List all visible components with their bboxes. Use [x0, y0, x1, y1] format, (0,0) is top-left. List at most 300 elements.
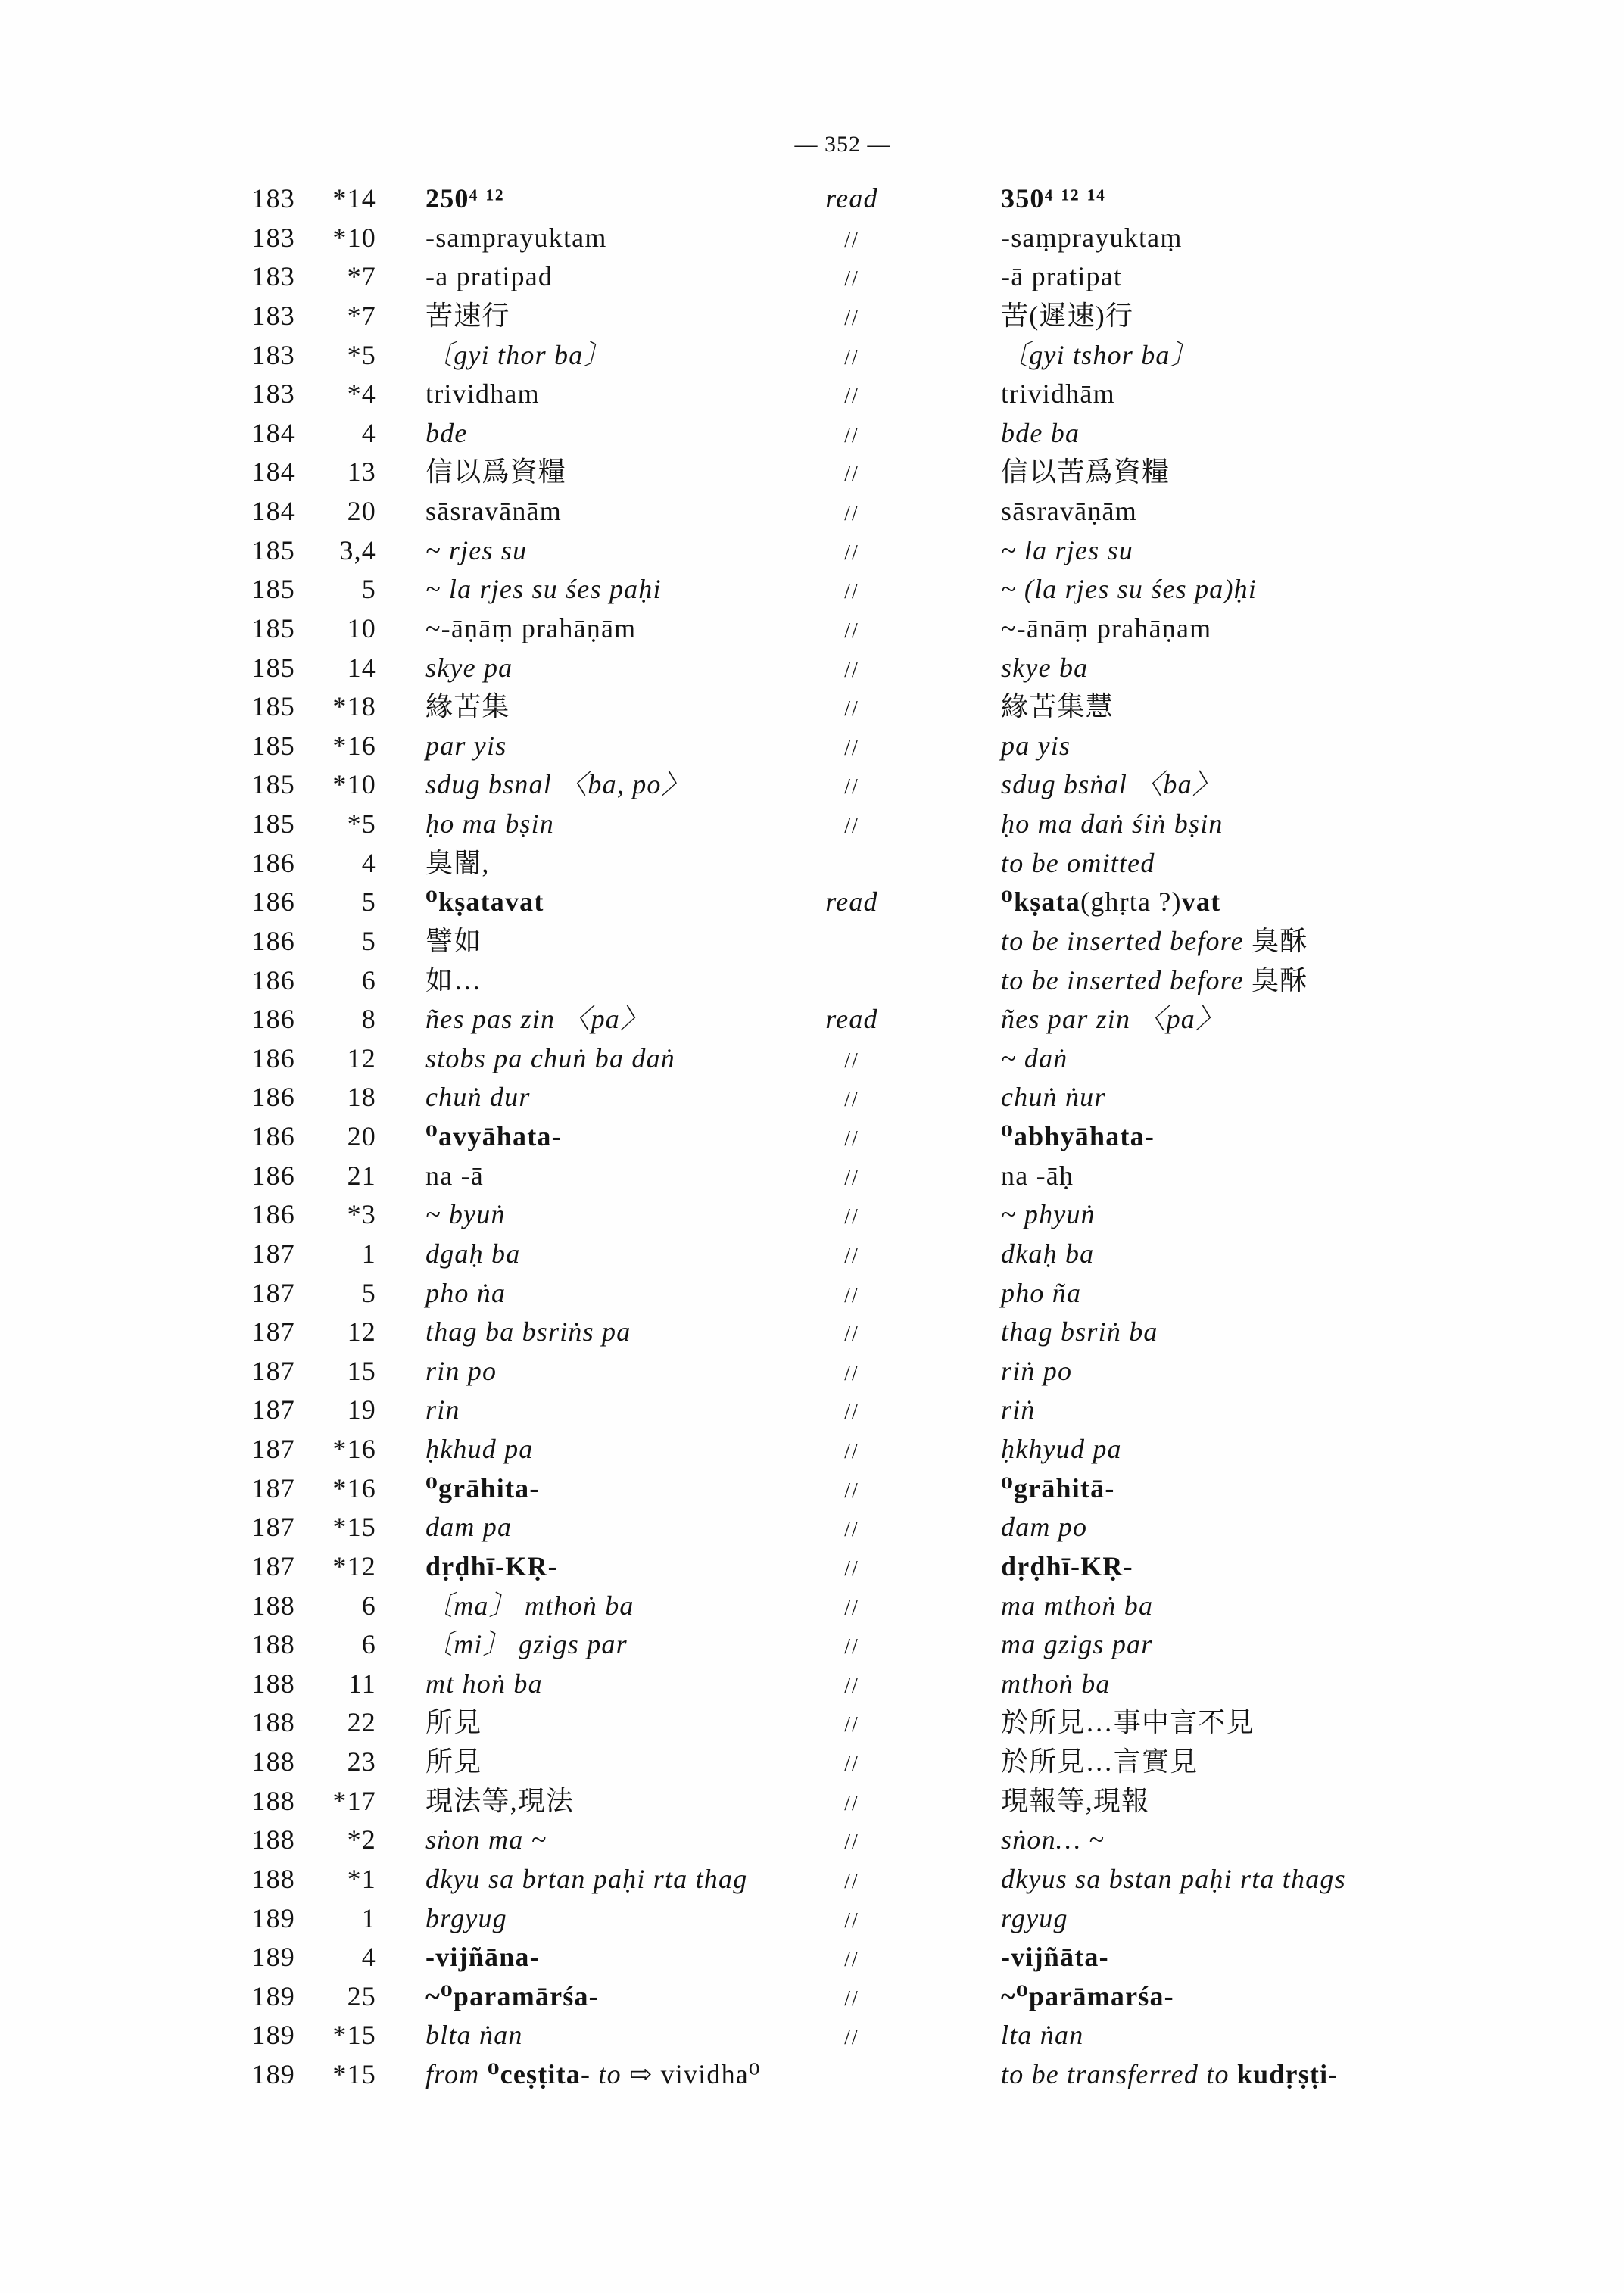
line-number-cell: 12 [347, 1042, 376, 1073]
line-number-cell: 15 [347, 1355, 376, 1386]
errata-row [0, 531, 1624, 571]
incorrect-text-cell [425, 1469, 540, 1509]
text-segment: // [844, 502, 859, 525]
text-segment: brgyug [425, 1902, 507, 1933]
text-segment: // [844, 1127, 859, 1151]
corrected-text-cell [1001, 1508, 1087, 1547]
errata-row [0, 1821, 1624, 1860]
correction-mark-cell [791, 1782, 912, 1824]
text-segment: ma gzigs par [1001, 1629, 1153, 1660]
text-segment: 〔gyi thor ba〕 [425, 339, 612, 370]
line-number-cell: *16 [332, 1434, 376, 1464]
page-number-cell: 185 [251, 652, 295, 683]
incorrect-text-cell [425, 1703, 482, 1743]
correction-mark-cell [791, 1391, 912, 1432]
incorrect-text-cell [425, 1977, 599, 2017]
errata-row [0, 2055, 1624, 2095]
page-number-cell: 189 [251, 1980, 295, 2011]
incorrect-text-cell [425, 609, 636, 649]
text-segment: ḥkhyud pa [1001, 1434, 1122, 1464]
line-number-cell: *17 [332, 1785, 376, 1816]
line-number-cell: 13 [347, 456, 376, 488]
correction-mark-cell [791, 297, 912, 338]
text-segment: from [425, 2059, 488, 2089]
text-segment: // [844, 1088, 859, 1112]
errata-row [0, 336, 1624, 375]
text-segment: skye ba [1001, 652, 1089, 683]
page-number-cell: 187 [251, 1394, 295, 1425]
correction-mark-cell [791, 492, 912, 534]
text-segment: dam pa [425, 1512, 513, 1543]
corrected-text-cell [1001, 219, 1183, 258]
text-segment: // [844, 1791, 859, 1815]
page-number-cell: 186 [251, 1121, 295, 1151]
page-number-cell: 188 [251, 1590, 295, 1621]
corrected-text-cell [1001, 492, 1137, 531]
corrected-text-cell [1001, 1195, 1096, 1235]
correction-mark-cell [791, 727, 912, 768]
line-number-cell: 22 [347, 1707, 376, 1738]
text-segment: ⁰kṣata [1001, 886, 1080, 918]
text-segment: 如… [425, 964, 482, 995]
correction-mark-cell [791, 765, 912, 807]
text-segment: ⁰kṣatavat [425, 886, 544, 918]
incorrect-text-cell [425, 1430, 534, 1469]
line-number-cell: 4 [361, 847, 376, 878]
incorrect-text-cell [425, 1938, 540, 1977]
incorrect-text-cell [425, 1117, 562, 1157]
corrected-text-cell [1001, 1899, 1068, 1939]
text-segment: // [844, 385, 859, 409]
page-number-cell: 183 [251, 222, 295, 253]
text-segment: // [844, 1518, 859, 1542]
correction-mark-cell [791, 1274, 912, 1316]
page-number-cell: 183 [251, 300, 295, 331]
incorrect-text-cell [425, 375, 540, 414]
text-segment: ñes pas zin 〈pa〉 [425, 1004, 649, 1035]
text-segment: 〔ma〕 mthoṅ ba [425, 1590, 634, 1621]
page-number-cell: 188 [251, 1785, 295, 1816]
errata-table [0, 179, 1624, 2095]
incorrect-text-cell [425, 1235, 520, 1274]
errata-row [0, 1391, 1624, 1430]
incorrect-text-cell [425, 1508, 512, 1547]
correction-mark-cell [791, 219, 912, 260]
incorrect-text-cell [425, 687, 510, 727]
errata-row [0, 1117, 1624, 1157]
corrected-text-cell [1001, 1665, 1111, 1704]
text-segment: read [825, 1004, 878, 1035]
correction-mark-cell [791, 1078, 912, 1120]
incorrect-text-cell [425, 531, 527, 571]
text-segment: ⁰avyāhata- [425, 1121, 562, 1151]
errata-row [0, 1508, 1624, 1547]
text-segment: bde ba [1001, 417, 1080, 448]
errata-row [0, 609, 1624, 649]
text-segment: 〔gyi tshor ba〕 [1001, 339, 1199, 370]
text-segment: ma mthoṅ ba [1001, 1590, 1154, 1621]
corrected-text-cell [1001, 1938, 1109, 1977]
line-number-cell: 20 [347, 1121, 376, 1151]
page-number-cell: 188 [251, 1629, 295, 1660]
line-number-cell: *15 [332, 1512, 376, 1543]
errata-row [0, 1078, 1624, 1117]
text-segment: ⁰grāhitā- [1001, 1472, 1115, 1503]
text-segment: // [844, 1440, 859, 1463]
page-number-cell: 186 [251, 1004, 295, 1035]
text-segment: -vijñāna- [425, 1942, 540, 1973]
text-segment: // [844, 1478, 859, 1503]
text-segment: // [844, 1830, 859, 1855]
line-number-cell: 4 [361, 417, 376, 448]
text-segment: ⇨ vividha⁰ [629, 2059, 761, 2089]
text-segment: na -āḥ [1001, 1160, 1074, 1191]
correction-mark-cell [791, 453, 912, 494]
page-number-cell: 184 [251, 496, 295, 526]
page-number-cell: 187 [251, 1355, 295, 1386]
line-number-cell: 18 [347, 1082, 376, 1113]
page-number-cell: 185 [251, 808, 295, 839]
errata-row [0, 570, 1624, 609]
correction-mark-cell [791, 179, 912, 219]
page-number-cell: 185 [251, 691, 295, 722]
line-number-cell: *4 [347, 379, 376, 410]
text-segment: 譬如 [425, 925, 482, 956]
correction-mark-cell [791, 1039, 912, 1081]
incorrect-text-cell [425, 1665, 543, 1704]
line-number-cell: *7 [347, 300, 376, 331]
page-number-cell: 186 [251, 1160, 295, 1191]
text-segment: to be transferred to [1001, 2059, 1237, 2089]
corrected-text-cell [1001, 961, 1308, 1001]
correction-mark-cell [791, 1117, 912, 1159]
incorrect-text-cell [425, 2016, 523, 2055]
text-segment: // [844, 423, 859, 447]
line-number-cell: *7 [347, 261, 376, 292]
page-number-cell: 187 [251, 1434, 295, 1464]
corrected-text-cell [1001, 1782, 1149, 1821]
page-number-cell: 186 [251, 1042, 295, 1073]
text-segment: -saṃprayuktaṃ [1001, 222, 1183, 253]
text-segment: // [844, 267, 859, 291]
text-segment: // [844, 736, 859, 760]
text-segment: trividham [425, 379, 540, 410]
text-segment: // [844, 697, 859, 721]
incorrect-text-cell [425, 492, 562, 531]
text-segment: // [844, 1323, 859, 1347]
errata-row [0, 687, 1624, 727]
text-segment: to be inserted before [1001, 925, 1252, 956]
errata-row [0, 1274, 1624, 1313]
page-number-cell: 186 [251, 1082, 295, 1113]
corrected-text-cell [1001, 1743, 1198, 1782]
corrected-text-cell [1001, 1352, 1072, 1391]
corrected-text-cell [1001, 1117, 1155, 1157]
text-segment: 現法等,現法 [425, 1785, 575, 1816]
correction-mark-cell [791, 1313, 912, 1354]
text-segment: // [844, 1908, 859, 1933]
text-segment: ~-āṇāṃ prahāṇām [425, 612, 637, 643]
errata-row [0, 414, 1624, 453]
page-number-cell: 187 [251, 1277, 295, 1308]
text-segment: 所見 [425, 1746, 482, 1777]
text-segment: mt hoṅ ba [425, 1668, 543, 1699]
text-segment: sāsravānām [425, 496, 562, 526]
errata-row [0, 922, 1624, 961]
incorrect-text-cell [425, 257, 553, 297]
correction-mark-cell [791, 1352, 912, 1394]
page-number-cell: 189 [251, 2059, 295, 2089]
errata-row [0, 1157, 1624, 1196]
correction-mark-cell [791, 1587, 912, 1628]
text-segment: // [844, 1635, 859, 1659]
corrected-text-cell [1001, 1274, 1081, 1313]
text-segment: ⁰ceṣṭita- [487, 2059, 591, 2089]
corrected-text-cell [1001, 1860, 1346, 1899]
line-number-cell: 5 [361, 574, 376, 605]
text-segment: ⁰grāhita- [425, 1472, 540, 1503]
text-segment: // [844, 1244, 859, 1268]
text-segment: // [844, 1048, 859, 1073]
page-number-cell: 186 [251, 886, 295, 918]
incorrect-text-cell [425, 883, 544, 922]
incorrect-text-cell [425, 844, 490, 883]
text-segment: 苦速行 [425, 300, 510, 331]
corrected-text-cell [1001, 414, 1080, 453]
page-number-cell: 188 [251, 1863, 295, 1894]
correction-mark-cell [791, 1547, 912, 1589]
correction-mark-cell [791, 609, 912, 651]
line-number-cell: *5 [347, 339, 376, 370]
correction-mark-cell [791, 2016, 912, 2058]
page-number-cell: 187 [251, 1550, 295, 1581]
errata-row [0, 1195, 1624, 1235]
text-segment: // [844, 658, 859, 682]
incorrect-text-cell [425, 1782, 574, 1821]
corrected-text-cell [1001, 1703, 1255, 1743]
line-number-cell: *16 [332, 1472, 376, 1503]
incorrect-text-cell [425, 961, 482, 1001]
corrected-text-cell [1001, 609, 1211, 649]
page-number-cell: 189 [251, 1942, 295, 1973]
incorrect-text-cell [425, 570, 662, 609]
correction-mark-cell [791, 1235, 912, 1276]
errata-row [0, 1235, 1624, 1274]
line-number-cell: 6 [361, 964, 376, 995]
errata-row [0, 1039, 1624, 1079]
text-segment: 苦(遲速)行 [1001, 300, 1134, 331]
text-segment: // [844, 228, 859, 252]
line-number-cell: 5 [361, 1277, 376, 1308]
text-segment: ~ rjes su [425, 534, 528, 565]
line-number-cell: 25 [347, 1980, 376, 2011]
text-segment: chuṅ ṅur [1001, 1082, 1106, 1113]
line-number-cell: *15 [332, 2059, 376, 2089]
text-segment: 於所見…言實見 [1001, 1746, 1199, 1777]
incorrect-text-cell [425, 649, 513, 688]
line-number-cell: 14 [347, 652, 376, 683]
text-segment: na -ā [425, 1160, 484, 1191]
line-number-cell: 10 [347, 612, 376, 643]
text-segment: to be omitted [1001, 847, 1155, 878]
text-segment: 臭酥 [1252, 964, 1308, 995]
incorrect-text-cell [425, 727, 507, 766]
text-segment: // [844, 541, 859, 565]
line-number-cell: 5 [361, 886, 376, 918]
errata-row [0, 765, 1624, 805]
page-number-cell: 186 [251, 964, 295, 995]
incorrect-text-cell [425, 765, 690, 805]
incorrect-text-cell [425, 453, 566, 492]
text-segment: // [844, 1283, 859, 1307]
page-number-cell: 188 [251, 1668, 295, 1699]
corrected-text-cell [1001, 1157, 1074, 1196]
text-segment: // [844, 618, 859, 643]
errata-row [0, 219, 1624, 258]
text-segment: pa yis [1001, 730, 1071, 761]
errata-row [0, 1352, 1624, 1391]
text-segment: // [844, 775, 859, 799]
text-segment: read [825, 183, 878, 213]
errata-row [0, 1587, 1624, 1626]
corrected-text-cell [1001, 1313, 1158, 1352]
incorrect-text-cell [425, 1625, 628, 1665]
text-segment: 現報等,現報 [1001, 1785, 1150, 1816]
errata-row [0, 1782, 1624, 1821]
errata-row [0, 1469, 1624, 1509]
text-segment: // [844, 463, 859, 487]
corrected-text-cell [1001, 1469, 1115, 1509]
text-segment: // [844, 1400, 859, 1425]
errata-row [0, 727, 1624, 766]
correction-mark-cell [791, 414, 912, 456]
text-segment: pho ṅa [425, 1277, 507, 1308]
line-number-cell: 23 [347, 1746, 376, 1777]
line-number-cell: 3,4 [339, 534, 376, 565]
errata-row [0, 1703, 1624, 1743]
incorrect-text-cell [425, 805, 554, 844]
page-number-cell: 187 [251, 1512, 295, 1543]
text-segment: // [844, 1713, 859, 1737]
text-segment: // [844, 1986, 859, 2011]
corrected-text-cell [1001, 1430, 1122, 1469]
text-segment: skye pa [425, 652, 513, 683]
errata-row [0, 883, 1624, 922]
text-segment: dkyu sa brtan paḥi rta thag [425, 1863, 748, 1894]
incorrect-text-cell [425, 297, 510, 336]
errata-row [0, 297, 1624, 336]
page-number-cell: 185 [251, 730, 295, 761]
corrected-text-cell [1001, 531, 1133, 571]
text-segment: 緣苦集 [425, 691, 510, 722]
text-segment: mthoṅ ba [1001, 1668, 1111, 1699]
text-segment: 〔mi〕 gzigs par [425, 1629, 628, 1660]
errata-row [0, 844, 1624, 883]
line-number-cell: 6 [361, 1590, 376, 1621]
text-segment: dam po [1001, 1512, 1088, 1543]
text-segment: // [844, 1948, 859, 1972]
correction-mark-cell [791, 1665, 912, 1706]
corrected-text-cell [1001, 1587, 1153, 1626]
line-number-cell: 19 [347, 1394, 376, 1425]
errata-row [0, 492, 1624, 531]
correction-mark-cell [791, 1743, 912, 1784]
text-segment: 信以爲資糧 [425, 456, 567, 488]
corrected-text-cell [1001, 570, 1257, 609]
text-segment: (ghṛta ?) [1080, 886, 1182, 918]
page-number-cell: 187 [251, 1316, 295, 1347]
corrected-text-cell [1001, 805, 1223, 844]
text-segment: read [825, 886, 878, 918]
page-number-cell: 186 [251, 925, 295, 956]
corrected-text-cell [1001, 727, 1071, 766]
text-segment: ~ phyuṅ [1001, 1199, 1096, 1230]
correction-mark-cell [791, 1469, 912, 1511]
correction-mark-cell [791, 1703, 912, 1745]
errata-row [0, 649, 1624, 688]
text-segment: // [844, 306, 859, 330]
correction-mark-cell [791, 570, 912, 612]
text-segment: to [591, 2059, 630, 2089]
correction-mark-cell [791, 1821, 912, 1862]
text-segment: 250⁴ ¹² [425, 183, 504, 213]
text-segment: dkaḥ ba [1001, 1238, 1095, 1269]
text-segment: // [844, 1674, 859, 1698]
page-number-cell: 183 [251, 183, 295, 213]
correction-mark-cell [791, 1938, 912, 1980]
correction-mark-cell [791, 531, 912, 573]
correction-mark-cell [791, 1000, 912, 1039]
line-number-cell: 21 [347, 1160, 376, 1191]
correction-mark-cell [791, 1860, 912, 1902]
incorrect-text-cell [425, 1587, 634, 1626]
correction-mark-cell [791, 257, 912, 299]
text-segment: // [844, 2026, 859, 2050]
corrected-text-cell [1001, 1039, 1068, 1079]
corrected-text-cell [1001, 179, 1105, 219]
errata-row [0, 2016, 1624, 2055]
incorrect-text-cell [425, 1547, 558, 1587]
errata-row [0, 1000, 1624, 1039]
line-number-cell: *5 [347, 808, 376, 839]
text-segment: ⁰abhyāhata- [1001, 1121, 1155, 1151]
correction-mark-cell [791, 649, 912, 690]
corrected-text-cell [1001, 2016, 1083, 2055]
text-segment: 信以苦爲資糧 [1001, 456, 1170, 488]
text-segment: ~ la rjes su [1001, 534, 1133, 565]
line-number-cell: 1 [361, 1902, 376, 1933]
text-segment: stobs pa chuṅ ba daṅ [425, 1042, 675, 1073]
corrected-text-cell [1001, 2055, 1339, 2095]
corrected-text-cell [1001, 649, 1088, 688]
text-segment: rin [425, 1394, 460, 1425]
text-segment: ~ (la rjes su śes pa)ḥi [1001, 574, 1258, 605]
text-segment: 於所見…事中言不見 [1001, 1707, 1255, 1738]
incorrect-text-cell [425, 1391, 460, 1430]
text-segment: 所見 [425, 1707, 482, 1738]
text-segment: rgyug [1001, 1902, 1068, 1933]
text-segment: dṛḍhī-KṚ- [425, 1550, 558, 1581]
correction-mark-cell [791, 1157, 912, 1198]
incorrect-text-cell [425, 1157, 484, 1196]
corrected-text-cell [1001, 1391, 1036, 1430]
text-segment: ḥo ma daṅ śiṅ bṣin [1001, 808, 1223, 839]
incorrect-text-cell [425, 336, 612, 375]
text-segment: ḥkhud pa [425, 1434, 534, 1464]
page-number-cell: 184 [251, 417, 295, 448]
text-segment: kudṛṣṭi- [1236, 2059, 1339, 2089]
incorrect-text-cell [425, 1039, 675, 1079]
